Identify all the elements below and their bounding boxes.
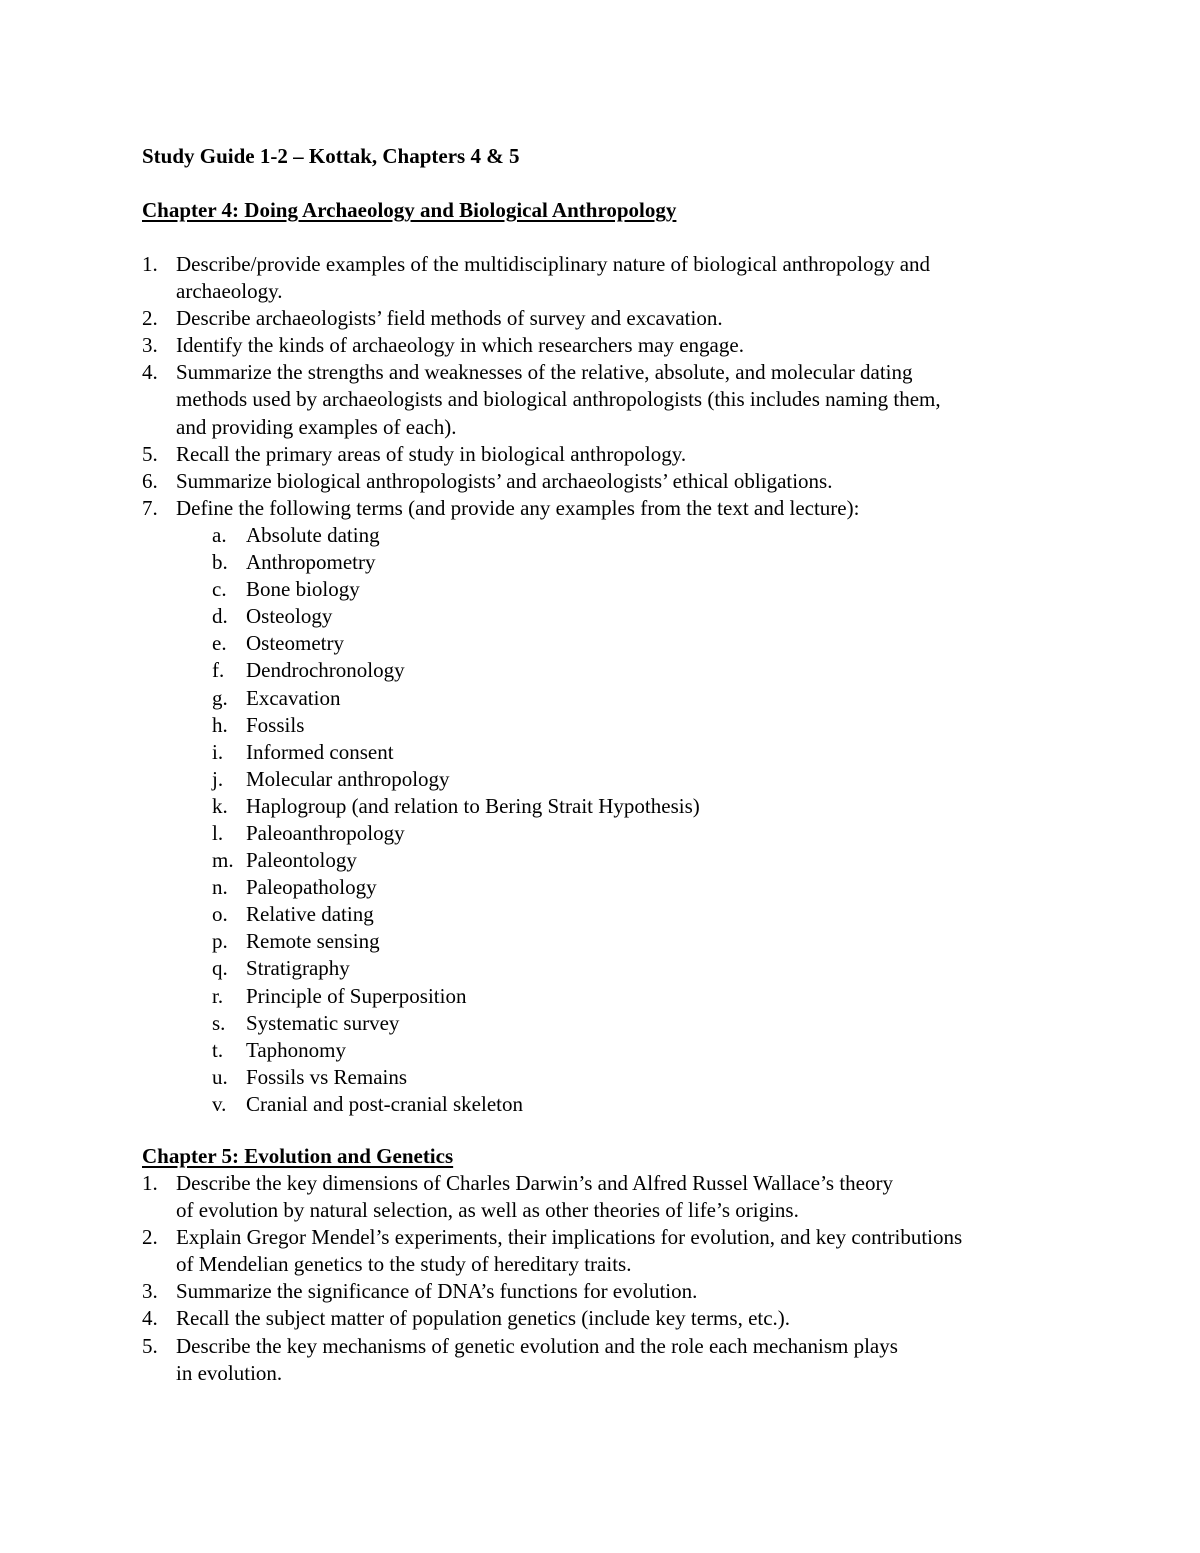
terms-sublist: [142, 522, 1071, 1118]
item-text: Summarize the significance of DNA’s functions for evolution.: [176, 1279, 698, 1304]
item-text: Recall the primary areas of study in biological anthropology.: [176, 441, 687, 466]
list-item: [142, 305, 1071, 332]
item-text: Identify the kinds of archaeology in which researchers may engage.: [176, 333, 744, 358]
term-letter: o.: [212, 902, 228, 927]
term-text: Fossils: [246, 712, 305, 737]
item-number: 4.: [142, 360, 158, 385]
term-item: [212, 685, 1071, 712]
term-letter: r.: [212, 983, 224, 1008]
term-item: [212, 657, 1071, 684]
item-line: Describe the key mechanisms of genetic evolution and the role each mechanism plays: [176, 1333, 898, 1358]
term-text: Taphonomy: [246, 1037, 347, 1062]
term-item: [212, 847, 1071, 874]
terms-sublist-wrapper: [142, 522, 1071, 1118]
term-letter: f.: [212, 658, 225, 683]
item-text: Recall the subject matter of population genetics (include key terms, etc.).: [176, 1306, 791, 1331]
term-letter: e.: [212, 631, 227, 656]
term-text: Paleontology: [246, 848, 357, 873]
item-text: [176, 1224, 1071, 1278]
item-line: of evolution by natural selection, as well as other theories of life’s origins.: [176, 1198, 799, 1223]
term-letter: g.: [212, 685, 228, 710]
term-text: Paleoanthropology: [246, 820, 405, 845]
item-line: Describe/provide examples of the multidisciplinary nature of biological anthropology and: [176, 252, 931, 276]
item-line: Explain Gregor Mendel’s experiments, their implications for evolution, and key contributions: [176, 1225, 963, 1250]
item-text: [176, 359, 1071, 440]
term-letter: c.: [212, 577, 227, 602]
item-number: 3.: [142, 333, 158, 358]
term-item: [212, 820, 1071, 847]
term-text: Bone biology: [246, 577, 360, 602]
list-item: [142, 1333, 1071, 1387]
term-letter: h.: [212, 712, 228, 737]
term-letter: b.: [212, 550, 228, 575]
list-item: [142, 468, 1071, 495]
term-letter: q.: [212, 956, 228, 981]
list-item: [142, 1305, 1071, 1332]
item-text: Describe archaeologists’ field methods of survey and excavation.: [176, 306, 723, 331]
term-text: Osteometry: [246, 631, 344, 656]
term-text: Anthropometry: [246, 550, 376, 575]
item-number: 4.: [142, 1306, 158, 1331]
term-item: [212, 928, 1071, 955]
term-item: [212, 901, 1071, 928]
item-text: [176, 1170, 1071, 1224]
list-item: [142, 1224, 1071, 1278]
item-line: methods used by archaeologists and biological anthropologists (this includes naming them,: [176, 387, 941, 412]
term-letter: u.: [212, 1064, 228, 1089]
term-letter: n.: [212, 875, 228, 900]
item-number: 3.: [142, 1279, 158, 1304]
chapter-4-heading: Chapter 4: Doing Archaeology and Biological Anthropology: [142, 198, 677, 222]
document-title: Study Guide 1-2 – Kottak, Chapters 4 & 5: [142, 144, 520, 168]
item-line: and providing examples of each).: [176, 414, 457, 439]
term-item: [212, 1091, 1071, 1118]
term-text: Paleopathology: [246, 875, 377, 900]
term-item: [212, 522, 1071, 549]
term-item: [212, 766, 1071, 793]
item-number: 7.: [142, 495, 158, 520]
term-text: Absolute dating: [246, 522, 380, 547]
term-item: [212, 630, 1071, 657]
term-letter: j.: [212, 766, 224, 791]
term-item: [212, 739, 1071, 766]
term-letter: a.: [212, 522, 227, 547]
list-item: [142, 251, 1071, 305]
term-item: [212, 955, 1071, 982]
item-number: 2.: [142, 1225, 158, 1250]
term-item: [212, 1010, 1071, 1037]
term-text: Fossils vs Remains: [246, 1064, 408, 1089]
list-item: [142, 1170, 1071, 1224]
item-line: in evolution.: [176, 1360, 283, 1385]
item-number: 1.: [142, 252, 158, 276]
term-item: [212, 1037, 1071, 1064]
list-item: [142, 441, 1071, 468]
item-text: [176, 1333, 1071, 1387]
term-text: Informed consent: [246, 739, 394, 764]
term-text: Osteology: [246, 604, 333, 629]
item-text: Define the following terms (and provide any examples from the text and lecture):: [176, 495, 860, 520]
term-text: Dendrochronology: [246, 658, 405, 683]
term-text: Excavation: [246, 685, 341, 710]
chapter-5-heading: Chapter 5: Evolution and Genetics: [142, 1144, 454, 1168]
term-item: [212, 1064, 1071, 1091]
list-item: [142, 495, 1071, 522]
term-letter: k.: [212, 793, 228, 818]
list-item: [142, 1278, 1071, 1305]
chapter-5-objectives-list: [142, 1170, 1071, 1387]
list-item: [142, 359, 1071, 440]
term-letter: t.: [212, 1037, 224, 1062]
term-item: [212, 603, 1071, 630]
term-letter: i.: [212, 739, 224, 764]
item-text: Summarize biological anthropologists’ and archaeologists’ ethical obligations.: [176, 468, 833, 493]
term-item: [212, 874, 1071, 901]
item-line: Describe the key dimensions of Charles Darwin’s and Alfred Russel Wallace’s theory: [176, 1171, 893, 1195]
term-letter: s.: [212, 1010, 226, 1035]
term-text: Stratigraphy: [246, 956, 350, 981]
term-item: [212, 983, 1071, 1010]
term-item: [212, 576, 1071, 603]
item-line: of Mendelian genetics to the study of hereditary traits.: [176, 1252, 632, 1277]
term-text: Molecular anthropology: [246, 766, 450, 791]
item-number: 5.: [142, 441, 158, 466]
term-text: Remote sensing: [246, 929, 380, 954]
item-number: 1.: [142, 1171, 158, 1195]
term-letter: m.: [212, 848, 234, 873]
item-number: 2.: [142, 306, 158, 331]
item-number: 5.: [142, 1333, 158, 1358]
list-item: [142, 332, 1071, 359]
item-line: archaeology.: [176, 279, 283, 304]
term-text: Haplogroup (and relation to Bering Strait Hypothesis): [246, 793, 700, 818]
term-text: Systematic survey: [246, 1010, 400, 1035]
chapter-4-objectives-list: [142, 251, 1071, 1118]
term-item: [212, 549, 1071, 576]
term-letter: p.: [212, 929, 228, 954]
term-letter: l.: [212, 820, 224, 845]
term-item: [212, 793, 1071, 820]
term-text: Relative dating: [246, 902, 374, 927]
term-text: Principle of Superposition: [246, 983, 467, 1008]
term-text: Cranial and post-cranial skeleton: [246, 1091, 523, 1116]
item-line: Summarize the strengths and weaknesses of the relative, absolute, and molecular dating: [176, 360, 913, 385]
term-letter: v.: [212, 1091, 227, 1116]
item-number: 6.: [142, 468, 158, 493]
item-text: [176, 251, 1071, 305]
term-item: [212, 712, 1071, 739]
term-letter: d.: [212, 604, 228, 629]
